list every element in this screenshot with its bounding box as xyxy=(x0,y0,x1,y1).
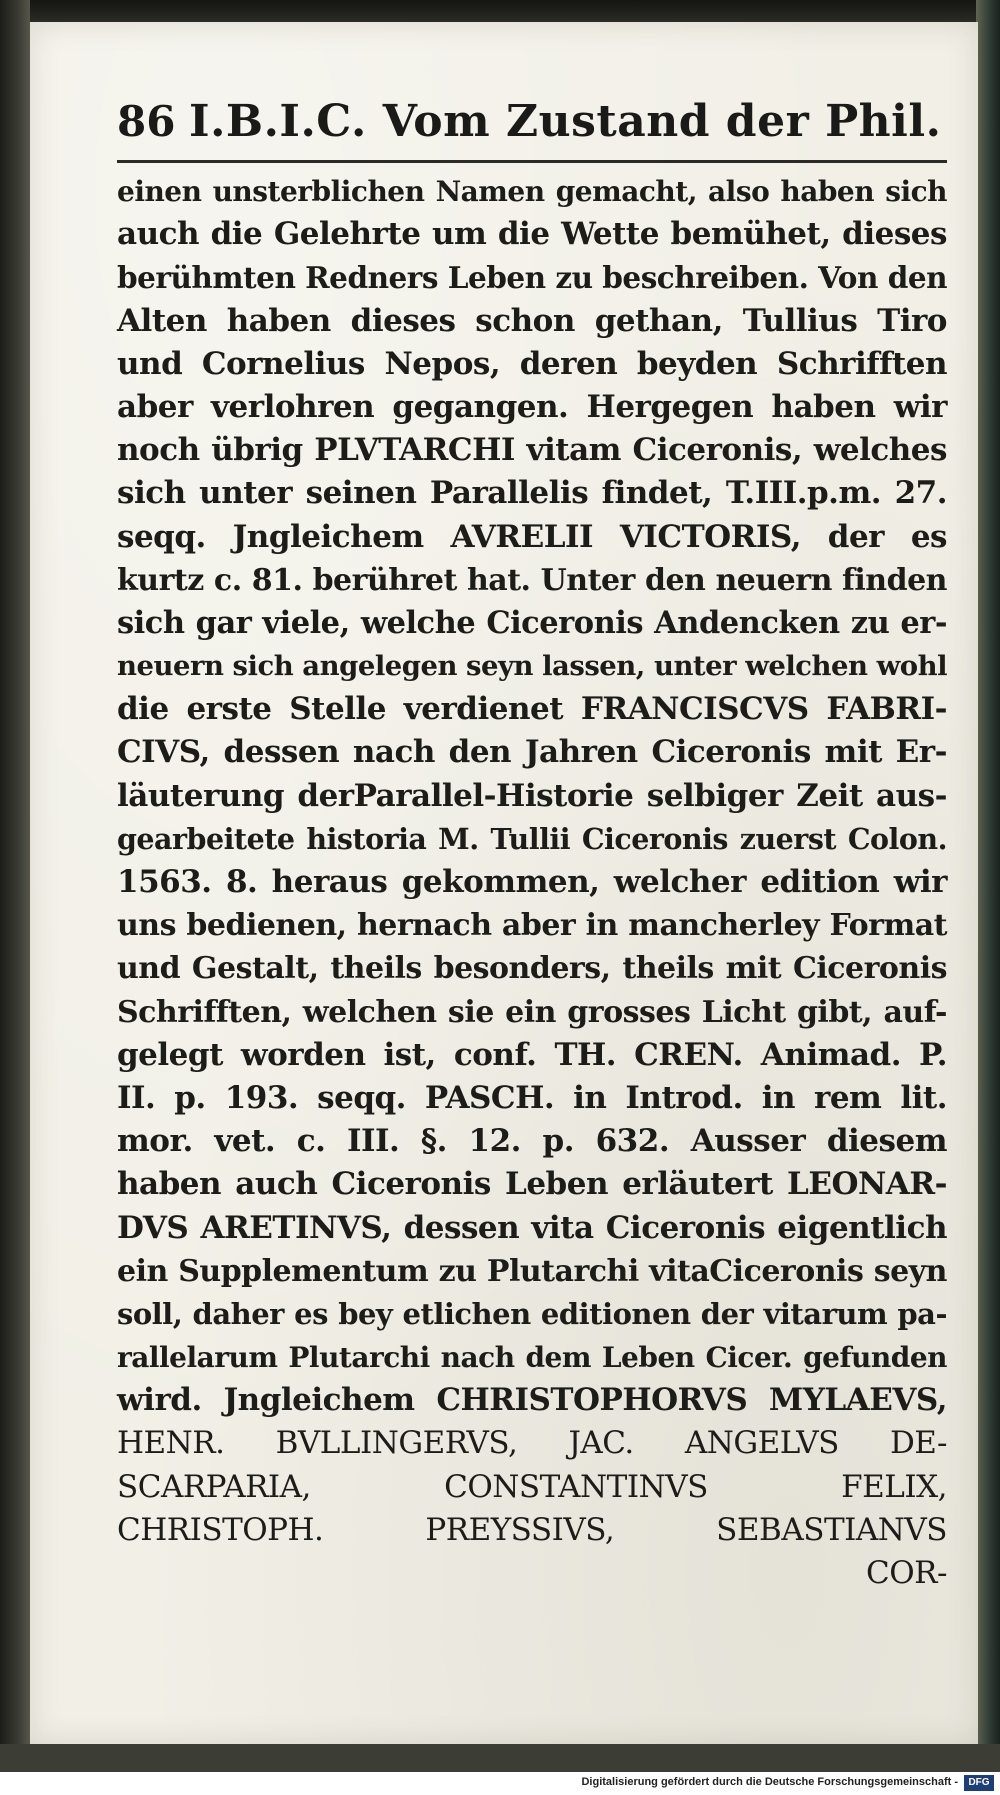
text-line: CHRISTOPH. PREYSSIVS, SEBASTIANVS xyxy=(117,1511,947,1548)
header-rule xyxy=(117,160,947,163)
text-line: und Cornelius Nepos, deren beyden Schrifften xyxy=(117,345,947,382)
text-line: neuern sich angelegen seyn lassen, unter welchen wohl xyxy=(117,650,948,683)
text-line: gearbeitete historia M. Tullii Ciceronis zuerst Colon. xyxy=(117,821,947,856)
text-line: SCARPARIA, CONSTANTINVS FELIX, xyxy=(117,1468,947,1505)
text-line: haben auch Ciceronis Leben erläutert LEONAR- xyxy=(117,1166,947,1203)
text-line: rallelarum Plutarchi nach dem Leben Cicer. gefunden xyxy=(117,1341,947,1375)
text-line: sich gar viele, welche Ciceronis Andencken zu er- xyxy=(117,604,947,641)
running-head: I.B.I.C. Vom Zustand der Phil. xyxy=(189,96,942,147)
text-line: CIVS, dessen nach den Jahren Ciceronis mit Er- xyxy=(117,734,947,771)
funding-credit: Digitalisierung gefördert durch die Deutsche Forschungsgemeinschaft - xyxy=(581,1776,958,1788)
text-line: II. p. 193. seqq. PASCH. in Introd. in rem lit. xyxy=(117,1079,947,1116)
text-line: einen unsterblichen Namen gemacht, also haben sich xyxy=(117,175,947,208)
text-line: 1563. 8. heraus gekommen, welcher edition wir xyxy=(117,864,947,900)
text-line: Alten haben dieses schon gethan, Tullius Tiro xyxy=(117,302,947,339)
dfg-logo: DFG xyxy=(964,1775,994,1791)
page-number: 86 xyxy=(117,97,176,146)
text-line: uns bedienen, hernach aber in mancherley Format xyxy=(117,908,947,944)
catchword: COR- xyxy=(866,1555,947,1591)
scan-bottom-edge xyxy=(0,1744,1000,1772)
text-line: wird. Jngleichem CHRISTOPHORVS MYLAEVS, xyxy=(117,1382,947,1419)
scan-top-edge xyxy=(0,0,1000,24)
text-line: aber verlohren gegangen. Hergegen haben wir xyxy=(117,388,947,425)
text-line: und Gestalt, theils besonders, theils mit Ciceronis xyxy=(117,951,947,987)
scan-right-edge xyxy=(976,0,1000,1795)
text-line: sich unter seinen Parallelis findet, T.III.p.m. 27. xyxy=(117,475,947,512)
text-line: gelegt worden ist, conf. TH. CREN. Animad. P. xyxy=(117,1036,947,1073)
scan-left-edge xyxy=(0,0,30,1795)
text-line: berühmten Redners Leben zu beschreiben. Von den xyxy=(117,260,948,296)
text-line: noch übrig PLVTARCHI vitam Ciceronis, welches xyxy=(117,432,947,469)
text-line: auch die Gelehrte um die Wette bemühet, dieses xyxy=(117,216,947,253)
text-line: seqq. Jngleichem AVRELII VICTORIS, der es xyxy=(117,518,947,555)
text-line: Schrifften, welchen sie ein grosses Licht gibt, auf- xyxy=(117,994,947,1030)
text-line: HENR. BVLLINGERVS, JAC. ANGELVS DE- xyxy=(117,1425,947,1462)
text-line: ein Supplementum zu Plutarchi vitaCiceronis seyn xyxy=(117,1253,947,1289)
text-line: kurtz c. 81. berühret hat. Unter den neuern finden xyxy=(117,562,947,598)
text-line: mor. vet. c. III. §. 12. p. 632. Ausser diesem xyxy=(117,1123,947,1160)
footer-bar xyxy=(0,1772,1000,1795)
text-line: läuterung derParallel-Historie selbiger Zeit aus- xyxy=(117,777,947,814)
body-text xyxy=(117,170,947,1595)
text-line: DVS ARETINVS, dessen vita Ciceronis eigentlich xyxy=(117,1209,947,1246)
text-line: die erste Stelle verdienet FRANCISCVS FABRI- xyxy=(117,691,947,728)
page-header xyxy=(117,92,947,152)
text-line: soll, daher es bey etlichen editionen der vitarum pa- xyxy=(117,1296,947,1331)
